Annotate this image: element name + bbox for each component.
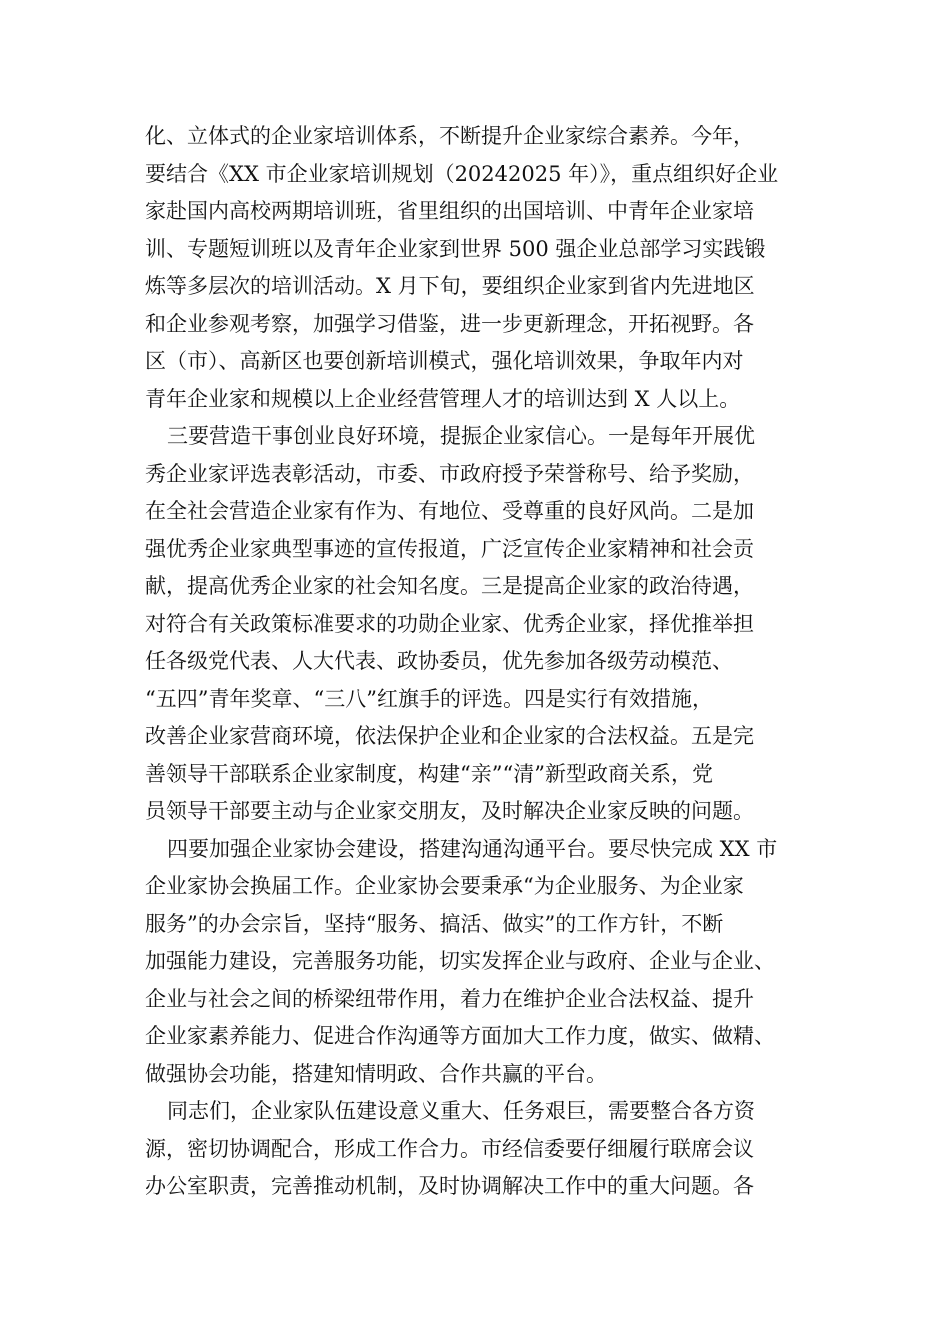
text-line: 做强协会功能，搭建知情明政、合作共赢的平台。 xyxy=(145,1061,607,1086)
text-line: 要结合《XX 市企业家培训规划（20242025 年）》，重点组织好企业 xyxy=(145,161,779,186)
text-line: 任各级党代表、人大代表、政协委员，优先参加各级劳动模范、 xyxy=(145,649,733,673)
text-line: 源，密切协调配合，形成工作合力。市经信委要仔细履行联席会议 xyxy=(145,1136,754,1161)
text-line: 家赴国内高校两期培训班，省里组织的出国培训、中青年企业家培 xyxy=(145,199,754,223)
text-line: 加强能力建设，完善服务功能，切实发挥企业与政府、企业与企业、 xyxy=(145,949,775,973)
text-line: 对符合有关政策标准要求的功勋企业家、优秀企业家，择优推举担 xyxy=(145,611,754,636)
text-line: 和企业参观考察，加强学习借鉴，进一步更新理念，开拓视野。各 xyxy=(145,311,754,336)
text-line: 三要营造干事创业良好环境，提振企业家信心。一是每年开展优 xyxy=(167,424,755,448)
text-line: 在全社会营造企业家有作为、有地位、受尊重的良好风尚。二是加 xyxy=(145,499,754,523)
text-line: 四要加强企业家协会建设，搭建沟通沟通平台。要尽快完成 XX 市 xyxy=(167,836,778,861)
text-line: “五四”青年奖章、“三八”红旗手的评选。四是实行有效措施， xyxy=(145,686,713,711)
text-line: 员领导干部要主动与企业家交朋友，及时解决企业家反映的问题。 xyxy=(145,799,754,823)
text-line: 训、专题短训班以及青年企业家到世界 500 强企业总部学习实践锻 xyxy=(145,236,766,261)
text-line: 同志们，企业家队伍建设意义重大、任务艰巨，需要整合各方资 xyxy=(167,1099,755,1123)
text-line: 化、立体式的企业家培训体系，不断提升企业家综合素养。今年， xyxy=(145,124,754,148)
text-line: 区（市）、高新区也要创新培训模式，强化培训效果，争取年内对 xyxy=(145,349,744,373)
text-line: 炼等多层次的培训活动。X 月下旬，要组织企业家到省内先进地区 xyxy=(145,274,755,298)
document-body xyxy=(145,118,835,1206)
text-line: 善领导干部联系企业家制度，构建“亲”“清”新型政商关系，党 xyxy=(145,761,713,786)
text-line: 企业家协会换届工作。企业家协会要秉承“为企业服务、为企业家 xyxy=(145,874,744,898)
text-line: 献，提高优秀企业家的社会知名度。三是提高企业家的政治待遇， xyxy=(145,574,754,598)
text-line: 服务”的办会宗旨，坚持“服务、搞活、做实”的工作方针，不断 xyxy=(145,911,724,936)
text-line: 办公室职责，完善推动机制，及时协调解决工作中的重大问题。各 xyxy=(145,1174,754,1198)
text-line: 强优秀企业家典型事迹的宣传报道，广泛宣传企业家精神和社会贡 xyxy=(145,536,754,561)
text-line: 秀企业家评选表彰活动，市委、市政府授予荣誉称号、给予奖励， xyxy=(145,461,754,486)
text-line: 企业家素养能力、促进合作沟通等方面加大工作力度，做实、做精、 xyxy=(145,1024,775,1048)
text-line: 企业与社会之间的桥梁纽带作用，着力在维护企业合法权益、提升 xyxy=(145,986,754,1011)
text-line: 改善企业家营商环境，依法保护企业和企业家的合法权益。五是完 xyxy=(145,724,754,748)
text-line: 青年企业家和规模以上企业经营管理人才的培训达到 X 人以上。 xyxy=(145,386,741,411)
